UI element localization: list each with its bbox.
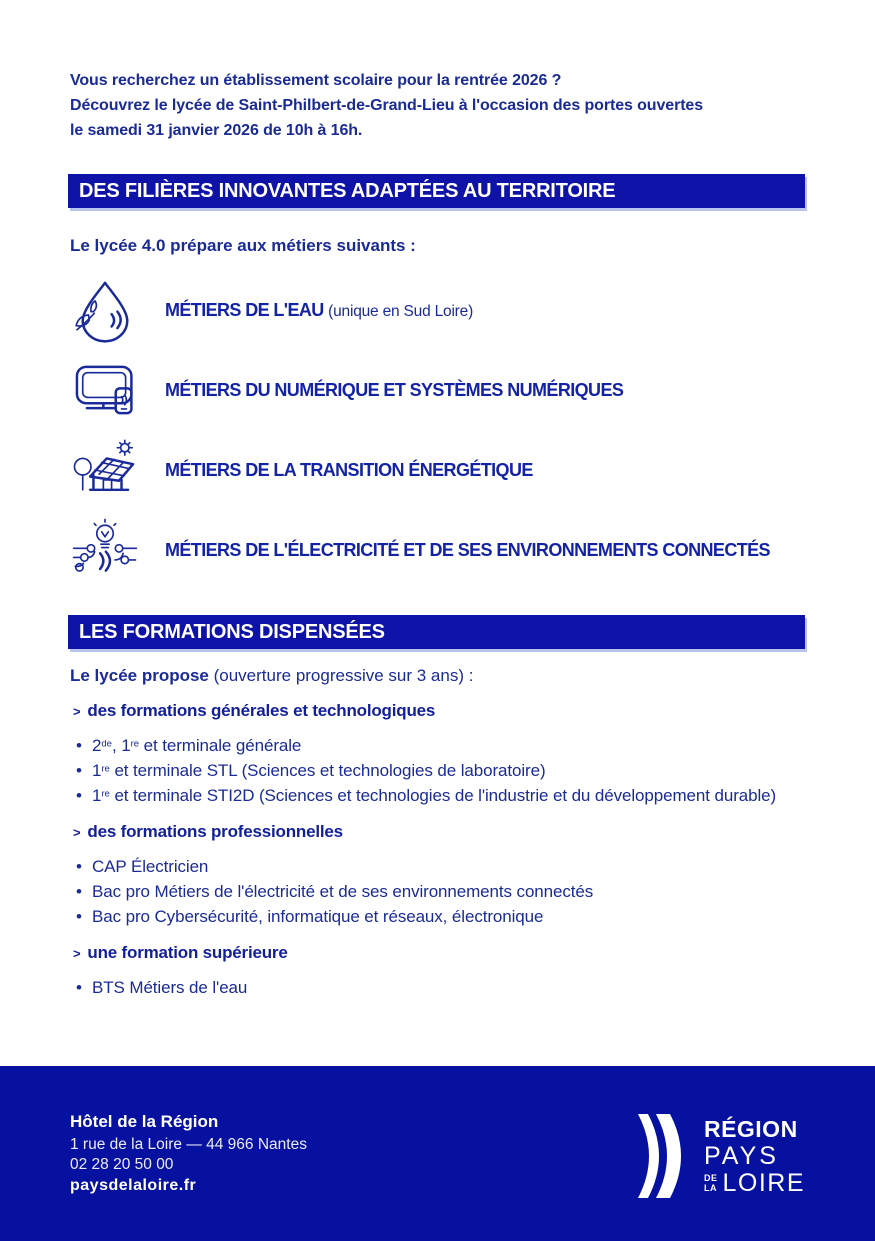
logo-loire-label: LOIRE: [722, 1169, 805, 1197]
superscript: re: [130, 738, 140, 750]
metier-note-eau: (unique en Sud Loire): [328, 302, 474, 320]
group-heading-professionnelles: [73, 822, 805, 842]
filieres-lead: [70, 235, 805, 257]
metier-row-electricite: [70, 517, 805, 583]
footer: [0, 1066, 875, 1241]
metier-row-energie: [70, 437, 805, 503]
logo-double-wave-icon: [634, 1114, 690, 1198]
list-item: • CAP Électricien: [70, 854, 815, 879]
formations-lead-rest: (ouverture progressive sur 3 ans) :: [208, 666, 474, 685]
list-item: • BTS Métiers de l'eau: [70, 975, 815, 1000]
formations-lead-bold: Le lycée propose: [70, 666, 209, 685]
superscript: re: [101, 763, 110, 775]
bullet-list-superieure: [70, 975, 815, 1000]
metier-label-numerique: MÉTIERS DU NUMÉRIQUE ET SYSTÈMES NUMÉRIQUES: [165, 379, 624, 400]
metier-text: [165, 540, 770, 561]
footer-phone: 02 28 20 50 00: [70, 1156, 174, 1173]
footer-address: 1 rue de la Loire — 44 966 Nantes: [70, 1136, 307, 1153]
solar-house-icon: [70, 437, 140, 503]
formations-lead: [70, 665, 805, 687]
metier-label-electricite: MÉTIERS DE L'ÉLECTRICITÉ ET DE SES ENVIRONNEMENTS CONNECTÉS: [165, 539, 770, 560]
chevron-icon: >: [73, 946, 81, 961]
logo-row3: [704, 1170, 805, 1196]
list-item: • 1re et terminale STI2D (Sciences et technologies de l'industrie et du développement durable): [70, 783, 815, 808]
metiers-list: [70, 277, 805, 583]
metier-text: [165, 380, 623, 401]
metier-row-eau: [70, 277, 805, 343]
region-pays-de-la-loire-logo: [634, 1114, 805, 1198]
water-drop-leaf-icon: [70, 277, 140, 343]
group-heading-text: des formations professionnelles: [87, 822, 343, 841]
section-banner-formations: LES FORMATIONS DISPENSÉES: [68, 615, 805, 649]
footer-org-name: Hôtel de la Région: [70, 1112, 219, 1131]
list-item: • Bac pro Cybersécurité, informatique et réseaux, électronique: [70, 904, 815, 929]
metier-text: [165, 300, 473, 321]
section-banner-filieres: DES FILIÈRES INNOVANTES ADAPTÉES AU TERRITOIRE: [68, 174, 805, 208]
list-item: • 1re et terminale STL (Sciences et technologies de laboratoire): [70, 758, 815, 783]
group-heading-text: des formations générales et technologiques: [87, 701, 436, 720]
group-heading-superieure: [73, 943, 805, 963]
footer-contact-block: [70, 1112, 307, 1196]
metier-row-numerique: [70, 357, 805, 423]
chevron-icon: >: [73, 825, 81, 840]
logo-text: [704, 1116, 805, 1196]
list-item: • 2de, 1re et terminale générale: [70, 733, 815, 758]
logo-region-label: RÉGION: [703, 1116, 798, 1142]
bullet-list-professionnelles: [70, 854, 815, 929]
intro-line-3: le samedi 31 janvier 2026 de 10h à 16h.: [70, 122, 363, 139]
monitor-smartphone-icon: [70, 357, 140, 423]
metier-label-energie: MÉTIERS DE LA TRANSITION ÉNERGÉTIQUE: [165, 459, 533, 480]
logo-dela-label: DE LA: [703, 1173, 718, 1193]
footer-website-link[interactable]: paysdelaloire.fr: [70, 1177, 197, 1194]
metier-label-eau: MÉTIERS DE L'EAU: [165, 299, 324, 320]
bullet-list-generales: [70, 733, 815, 808]
chevron-icon: >: [73, 704, 81, 719]
logo-pays-label: PAYS: [703, 1142, 779, 1170]
group-heading-generales: [73, 701, 805, 721]
superscript: re: [101, 788, 110, 800]
filieres-lead-text: Le lycée 4.0 prépare aux métiers suivants :: [70, 236, 416, 255]
metier-text: [165, 460, 533, 481]
superscript: de: [101, 738, 112, 750]
lightbulb-circuit-icon: [70, 517, 140, 583]
intro-paragraph: [70, 68, 805, 143]
intro-line-2: Découvrez le lycée de Saint-Philbert-de-Grand-Lieu à l'occasion des portes ouvertes: [70, 97, 704, 114]
group-heading-text: une formation supérieure: [87, 943, 288, 962]
intro-line-1: Vous recherchez un établissement scolaire pour la rentrée 2026 ?: [70, 72, 562, 89]
list-item: • Bac pro Métiers de l'électricité et de ses environnements connectés: [70, 879, 815, 904]
